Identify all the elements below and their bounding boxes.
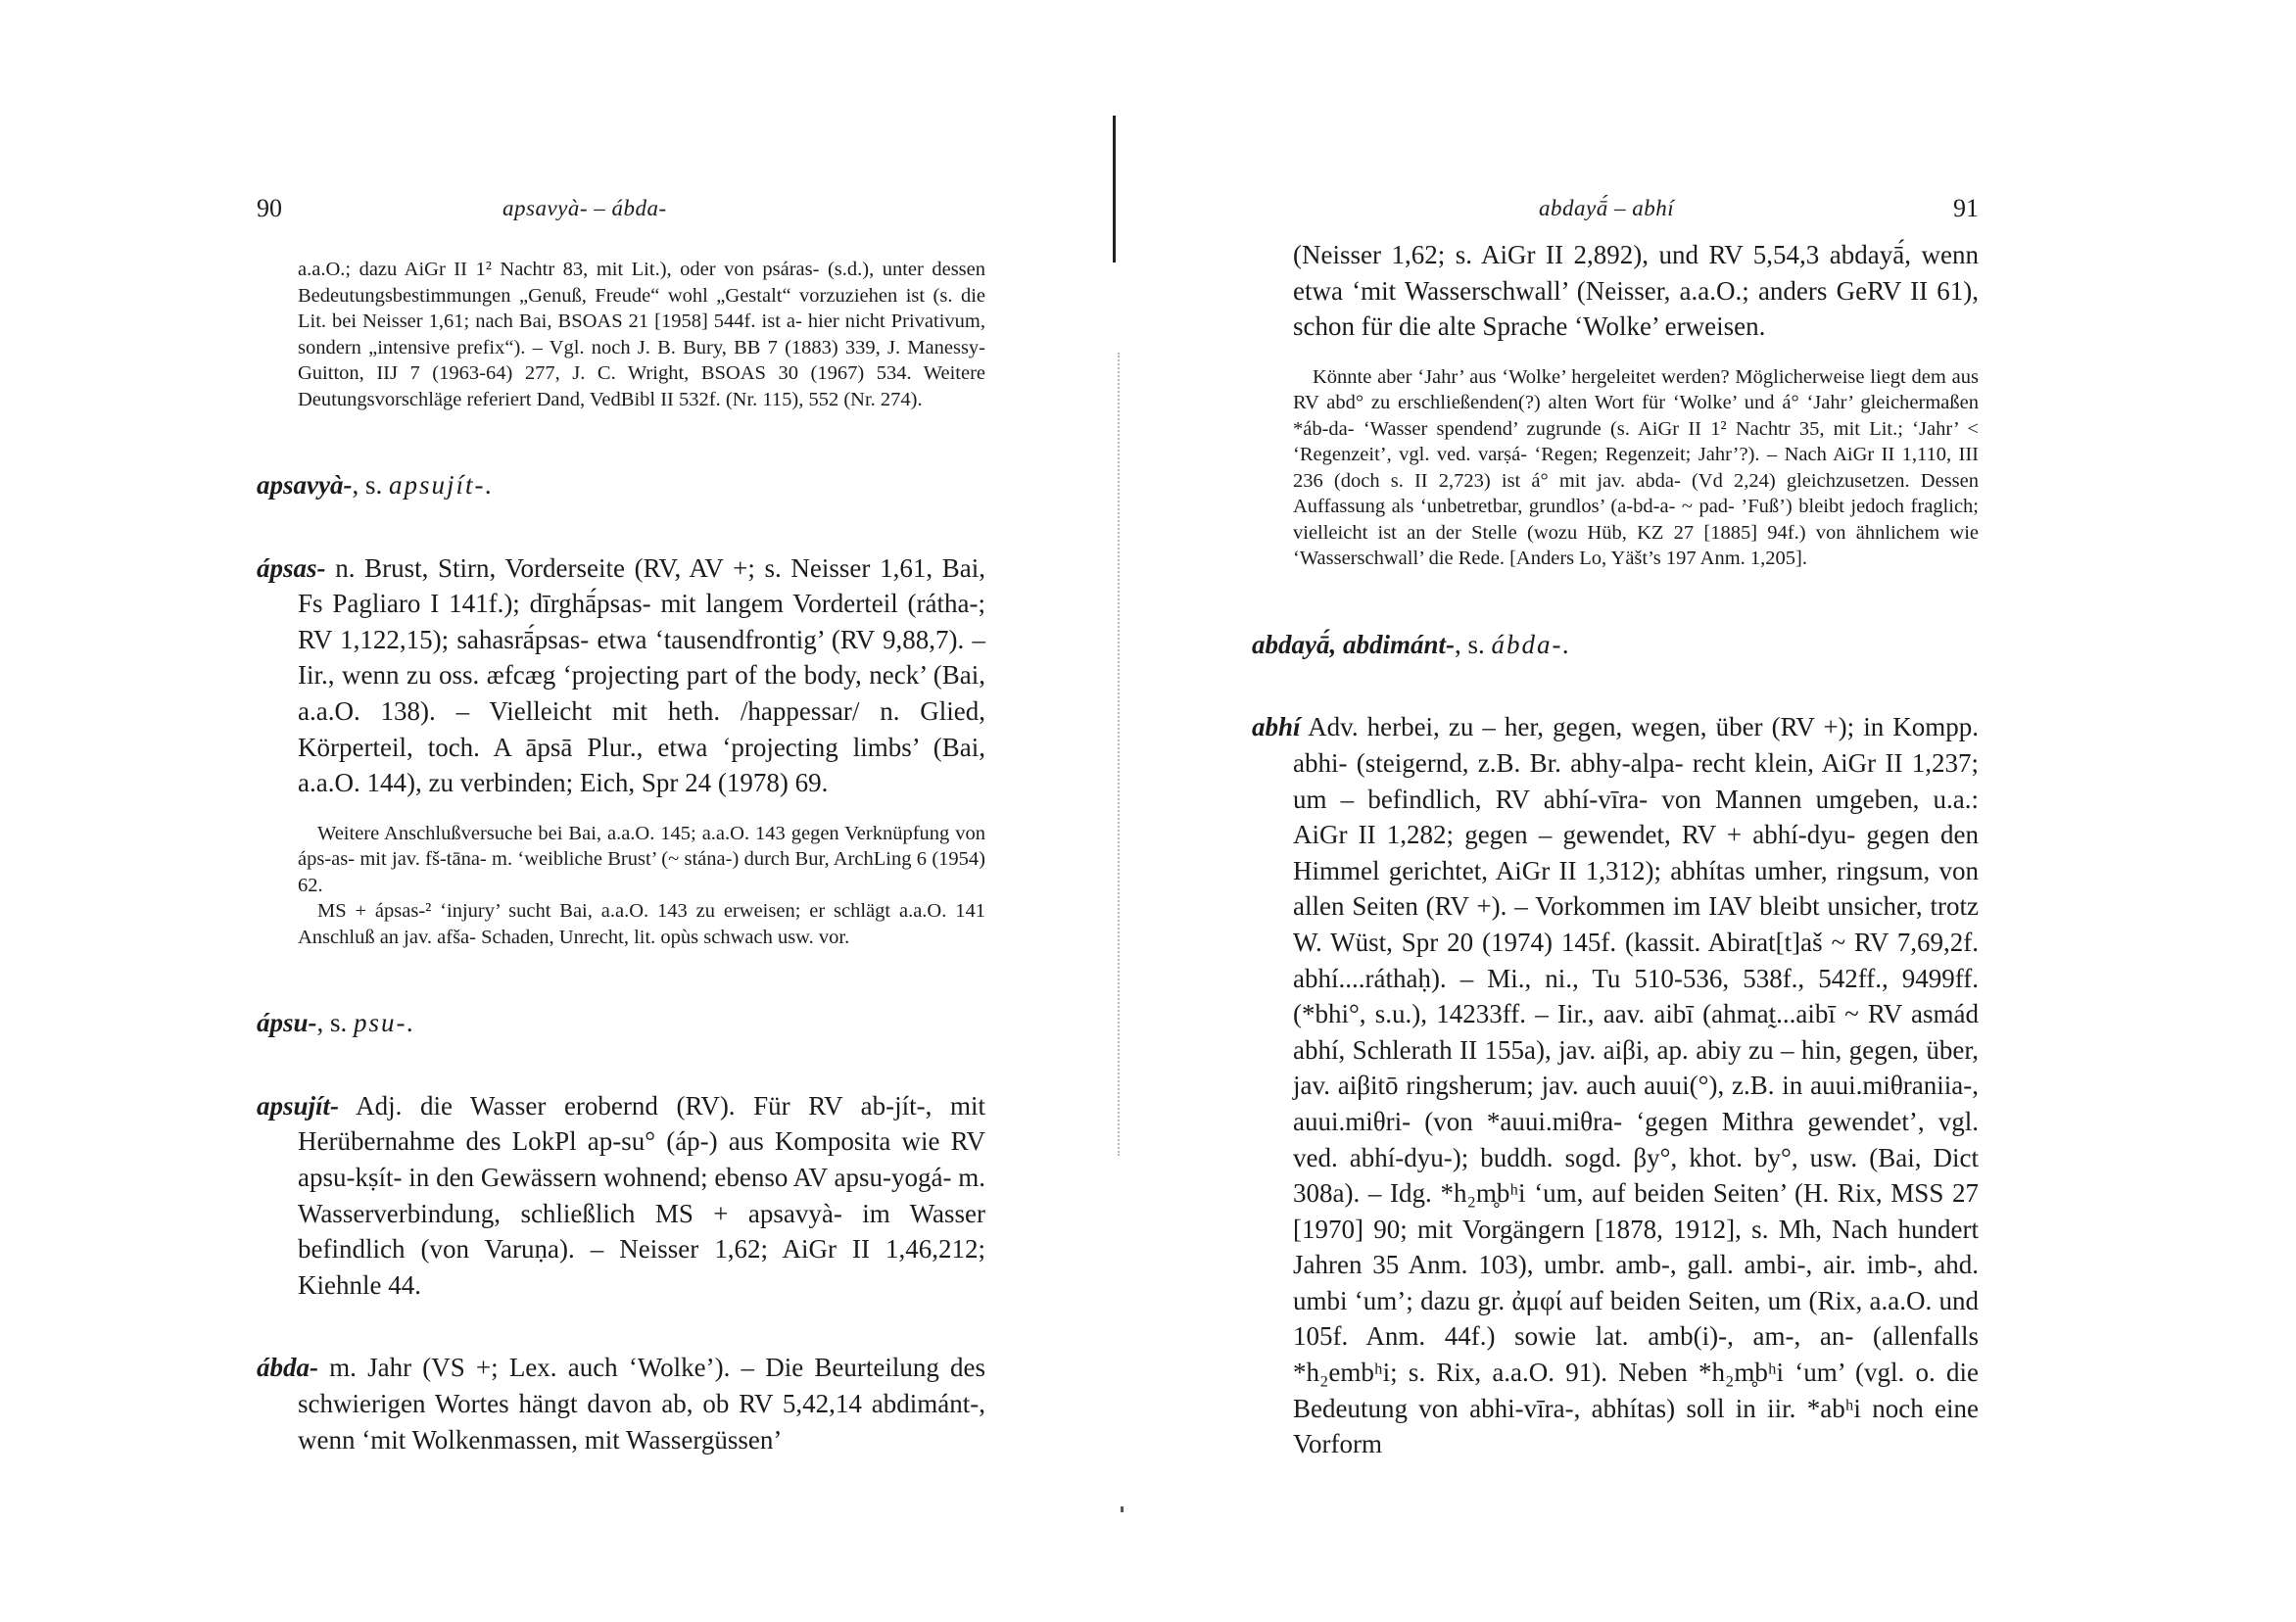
cross-reference: ábda-. — [1491, 629, 1572, 659]
entry-apsu — [257, 1005, 985, 1041]
entry-text: m. Jahr (VS +; Lex. auch ‘Wolke’). – Die Beurteilung des schwierigen Wortes hängt davon ab, ob RV 5,42,14 abdimánt-, wenn ‘mit Wolkenmassen, mit Wassergüssen’ — [298, 1353, 985, 1455]
scan-speck — [1121, 1506, 1124, 1512]
note-paragraph: Weitere Anschlußversuche bei Bai, a.a.O. 145; a.a.O. 143 gegen Verknüpfung von áps-as- mit jav. fš-tāna- m. ‘weibliche Brust’ (~ stána-) durch Bur, ArchLing 6 (1954) 62. — [298, 822, 985, 896]
entry-text: , s. — [1455, 629, 1492, 659]
left-page — [257, 0, 985, 1622]
cross-reference: psu-. — [354, 1008, 416, 1038]
page-number: 90 — [257, 194, 282, 222]
entry-text: n. Brust, Stirn, Vorderseite (RV, AV +; s. Neisser 1,61, Bai, Fs Pagliaro I 141f.); dīrghā́psas- mit langem Vorderteil (rátha-; RV 1,122,15); sahasrā́psas- etwa ‘tausendfrontig’ (RV 9,88,7). – Iir., wenn zu oss. æfcæg ‘projecting part of the body, neck’ (Bai, a.a.O. 138). – Vielleicht mit heth. /happessar/ n. Glied, Körperteil, toch. A āpsā Plur., etwa ‘projecting limbs’ (Bai, a.a.O. 144), zu verbinden; Eich, Spr 24 (1978) 69. — [298, 552, 985, 798]
headword: apsujít- — [257, 1090, 340, 1121]
entry-apsujit — [257, 1088, 985, 1304]
binding-gutter-line — [1113, 116, 1116, 262]
entry-text: , s. — [352, 470, 389, 500]
running-head: apsavyà- – ábda- — [502, 196, 667, 220]
headword: apsavyà- — [257, 470, 353, 500]
entry-abhi — [1252, 709, 1979, 1461]
right-page-body — [1252, 237, 1979, 1462]
note-paragraph: Könnte aber ‘Jahr’ aus ‘Wolke’ hergeleitet werden? Möglicherweise liegt dem aus RV abd° zu erschließenden(?) alten Wort für ‘Wolke’ und á° ‘Jahr’ gleichermaßen *áb-da- ‘Wasser spendend’ zugrunde (s. AiGr II 1² Nachtr 35, mit Lit.; ‘Jahr’ < ‘Regenzeit’, vgl. ved. varṣá- ‘Regen; Regenzeit; Jahr’?). – Nach AiGr II 1,110, III 236 (doch s. II 2,723) ist á° mit jav. abda- (Vd 2,24) gleichzusetzen. Dessen Auffassung als ‘unbetretbar, grundlos’ (a-bd-a- ~ pad- ’Fuß’) bleibt jedoch fraglich; vielleicht ist an der Stelle (wozu Hüb, KZ 27 [1885] 94f.) von ähnlichem wie ‘Wasserschwall’ die Rede. [Anders Lo, Yäšt’s 197 Anm. 1,205]. — [1293, 365, 1979, 570]
entry-apsas — [257, 550, 985, 801]
headword: ápsas- — [257, 552, 326, 583]
left-page-header — [257, 194, 985, 227]
entry-text: , s. — [316, 1008, 355, 1038]
left-page-body — [257, 257, 985, 1457]
headword: abdayā́, abdimánt- — [1252, 629, 1455, 659]
binding-gutter-shadow — [1118, 353, 1122, 1156]
entry-abdaya — [1252, 627, 1979, 663]
cross-reference: apsujít-. — [388, 470, 495, 500]
headword: ápsu- — [257, 1008, 317, 1038]
entry-text: Adv. herbei, zu – her, gegen, wegen, über (RV +); in Kompp. abhi- (steigernd, z.B. Br. abhy-alpa- recht klein, AiGr II 1,237; um – befindlich, RV abhí-vīra- von Mannen umgeben, u.a.: AiGr II 1,282; gegen – gewendet, RV + abhí-dyu- gegen den Himmel gerichtet, AiGr II 1,312); abhítas umher, ringsum, von allen Seiten (RV +). – Vorkommen im IAV bleibt unsicher, trotz W. Wüst, Spr 20 (1974) 145f. (kassit. Abirat[t]aš ~ RV 7,69,2f. abhí....ráthaḥ). – Mi., ni., Tu 510-536, 538f., 542ff., 9499ff. (*bhi°, s.u.), 14233ff. – Iir., aav. aibī (ahmat̰...aibī ~ RV asmád abhí, Schlerath II 155a), jav. aiβi, ap. abiy zu – hin, gegen, über, jav. aiβitō ringsherum; jav. auch auui(°), z.B. in auui.miθraniia-, auui.miθri- (von *auui.miθra- ‘gegen Mithra gewendet’, vgl. ved. abhí-dyu-); buddh. sogd. βy°, khot. by°, usw. (Bai, Dict 308a). – Idg. *h₂m̥bʰi ‘um, auf beiden Seiten’ (H. Rix, MSS 27 [1970] 90; mit Vorgängern [1878, 1912], s. Mh, Nach hundert Jahren 35 Anm. 103), umbr. amb-, gall. ambi-, air. imb-, ahd. umbi ‘um’; dazu gr. ἀμφί auf beiden Seiten, um (Rix, a.a.O. und 105f. Anm. 44f.) sowie lat. amb(i)-, am-, an- (allenfalls *h₂embʰi; s. Rix, a.a.O. 91). Neben *h₂m̥bʰi ‘um’ (vgl. o. die Bedeutung von abhi-vīra-, abhítas) soll in iir. *abʰi noch eine Vorform — [1293, 712, 1979, 1459]
running-head: abdayā́ – abhí — [1539, 196, 1675, 220]
right-page — [1252, 0, 1979, 1622]
entry-text: Adj. die Wasser erobernd (RV). Für RV ab-jít-, mit Herübernahme des LokPl ap-su° (áp-) aus Komposita wie RV apsu-kṣít- in den Gewässern wohnend; ebenso AV apsu-yogá- m. Wasserverbindung, schließlich MS + apsavyà- im Wasser befindlich (von Varuṇa). – Neisser 1,62; AiGr II 1,46,212; Kiehnle 44. — [298, 1090, 985, 1300]
entry-apsavya — [257, 467, 985, 503]
entry-abda — [257, 1350, 985, 1457]
headword: abhí — [1252, 712, 1301, 742]
carryover-note: a.a.O.; dazu AiGr II 1² Nachtr 83, mit Lit.), oder von psáras- (s.d.), unter dessen Bedeutungsbestimmungen „Genuß, Freude“ wohl „Gestalt“ vorzuziehen ist (s. die Lit. bei Neisser 1,61; nach Bai, BSOAS 21 [1958] 544f. ist a- hier nicht Privativum, sondern „intensive prefix“). – Vgl. noch J. B. Bury, BB 7 (1883) 339, J. Manessy-Guitton, IIJ 7 (1963-64) 277, J. C. Wright, BSOAS 30 (1967) 534. Weitere Deutungsvorschläge referiert Dand, VedBibl II 532f. (Nr. 115), 552 (Nr. 274). — [298, 259, 985, 410]
note-paragraph: MS + ápsas-² ‘injury’ sucht Bai, a.a.O. 143 zu erweisen; er schlägt a.a.O. 141 Anschluß an jav. afša- Schaden, Unrecht, lit. opùs schwach usw. vor. — [298, 900, 985, 948]
right-page-header — [1252, 194, 1979, 227]
page-number: 91 — [1953, 194, 1979, 222]
carryover-text: (Neisser 1,62; s. AiGr II 2,892), und RV 5,54,3 abdayā́, wenn etwa ‘mit Wasserschwall’ (Neisser, a.a.O.; anders GeRV II 61), schon für die alte Sprache ‘Wolke’ erweisen. — [1293, 240, 1979, 342]
headword: ábda- — [257, 1353, 318, 1383]
